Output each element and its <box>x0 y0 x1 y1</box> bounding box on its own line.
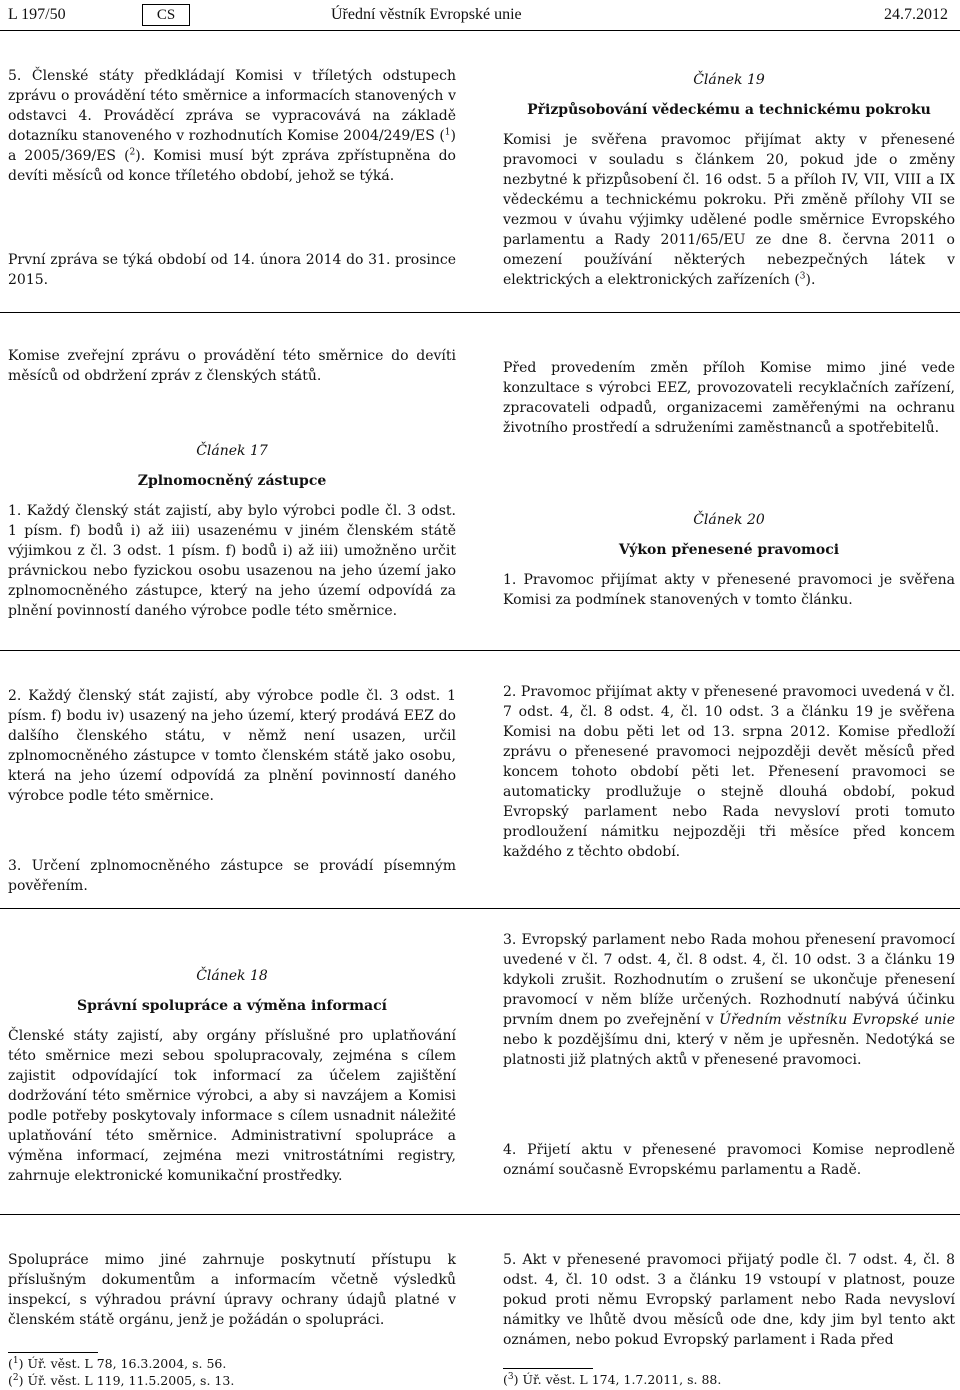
article-17-paragraph-1: 1. Každý členský stát zajistí, aby bylo výrobci podle čl. 3 odst. 1 písm. f) bodů i) až iii) usazenému v jiném členském státě výjimkou z čl. 3 odst. 1 písm. f) bodů i) až iii) umožněno určit právnickou nebo fyzickou osobu usazenou na jeho území jako zplnomocněného zástupce, který na jeho území odpovídá za plnění povinností daného výrobce podle této směrnice. <box>8 503 456 619</box>
article-20-paragraph-4: 4. Přijetí aktu v přenesené pravomoci Komise neprodleně oznámí současně Evropskému parlamentu a Radě. <box>503 1142 955 1178</box>
article-17-number: Článek 17 <box>196 443 268 459</box>
header-rule <box>0 30 960 31</box>
article-20-paragraph-3: 3. Evropský parlament nebo Rada mohou přenesení pravomocí uvedené v čl. 7 odst. 4, čl. 8 odst. 4, čl. 10 odst. 3 a článku 19 kdykoli zrušit. Rozhodnutím o zrušení se ukončuje přenesení pravomocí v něm blíže určených. Rozhodnutí nabývá účinku prvním dnem po zveřejnění v Úředním věstníku Evropské unie nebo k pozdějšímu dni, který v něm je upřesněn. Nedotýká se platnosti již platných aktů v přenesené pravomoci. <box>503 932 955 1068</box>
footnote-1: ($^1$) Úř. věst. L 78, 16.3.2004, s. 56. <box>8 1355 227 1371</box>
band-divider <box>0 908 960 909</box>
footnote-separator <box>8 1352 98 1353</box>
article-20-title: Výkon přenesené pravomoci <box>618 542 840 558</box>
article-19-title: Přizpůsobování vědeckému a technickému pokroku <box>527 102 931 118</box>
article-19-number: Článek 19 <box>693 72 765 88</box>
article-20-paragraph-2: 2. Pravomoc přijímat akty v přenesené pravomoci uvedená v čl. 7 odst. 4, čl. 8 odst. 4, čl. 10 odst. 3 a článku 19 je svěřena Komisi na dobu pěti let od 13. srpna 2012. Komise předloží zprávu o přenesené pravomoci nejpozději devět měsíců před koncem tohoto období pěti let. Přenesení pravomoci se automaticky prodlužuje o stejně dlouhá období, pokud Evropský parlament nebo Rada nevysloví proti tomuto prodloužení námitku nejpozději tři měsíce před koncem každého z těchto období. <box>503 684 955 860</box>
article-19: Článek 19 Přizpůsobování vědeckému a technickému pokroku Komisi je svěřena pravomoc přijímat akty v přenesené pravomoci v souladu s článkem 20, pokud jde o změny nezbytné k přizpůsobení čl. 16 odst. 5 a příloh IV, VII, VIII a IX vědeckému a technickému pokroku. Při změně přílohy VII se vezmou v úvahu výjimky udělené podle směrnice Evropského parlamentu a Rady 2011/65/EU ze dne 8. června 2011 o omezení používání některých nebezpečných látek v elektrických a elektronických zařízeních ($^3$). <box>503 72 955 288</box>
footnote-ref-2: 2 <box>129 147 136 158</box>
page-header <box>8 4 952 30</box>
article-20-number: Článek 20 <box>693 512 765 528</box>
article-17-title: Zplnomocněný zástupce <box>137 473 327 489</box>
footnotes-left <box>8 1355 448 1389</box>
article-17-paragraph-2: 2. Každý členský stát zajistí, aby výrobce podle čl. 3 odst. 1 písm. f) bodu iv) usazený na jeho území, který prodává EEZ do dalšího členského státu, v němž není usazen, určil zplnomocněného zástupce v tomto členském státě jako osobu, která na jeho území odpovídá za plnění povinností daného výrobce podle této směrnice. 3. Určení zplnomocněného zástupce se provádí písemným pověřením. <box>8 688 456 894</box>
article-18 <box>8 966 456 1186</box>
journal-page-number: L 197/50 <box>8 6 66 23</box>
consultation-paragraph: Před provedením změn příloh Komise mimo jiné vede konzultace s výrobci EEZ, provozovateli recyklačních zařízení, zpracovateli odpadů, organizacemi zaměřenými na ochranu životního prostředí a sdruženími zaměstnanců a spotřebitelů. <box>503 360 955 436</box>
article-17-paragraph-3: 3. Určení zplnomocněného zástupce se provádí písemným pověřením. <box>8 858 456 894</box>
footnotes-right <box>503 1371 943 1388</box>
band-divider <box>0 312 960 313</box>
article-20-paragraph-1: 1. Pravomoc přijímat akty v přenesené pravomoci je svěřena Komisi za podmínek stanovených v tomto článku. <box>503 572 955 608</box>
article-17 <box>8 441 456 621</box>
first-report-period: První zpráva se týká období od 14. února 2014 do 31. prosince 2015. <box>8 252 456 288</box>
footnote-3: ($^3$) Úř. věst. L 174, 1.7.2011, s. 88. <box>503 1371 722 1387</box>
footnote-ref-1: 1 <box>444 127 451 138</box>
journal-date: 24.7.2012 <box>884 6 948 23</box>
footnote-separator <box>503 1368 593 1369</box>
language-badge: CS <box>142 4 190 26</box>
journal-title: Úřední věstník Evropské unie <box>331 6 522 23</box>
article-18-number: Článek 18 <box>196 968 268 984</box>
article-18-paragraph: Členské státy zajistí, aby orgány příslušné pro uplatňování této směrnice mezi sebou spolupracovaly, zejména s cílem zajistit odpovídající tok informací za účelem zajištění dodržování této směrnice výrobci, a aby si navzájem a Komisi podle potřeby poskytovaly informace s cílem usnadnit náležité uplatňování této směrnice. Administrativní spolupráce a výměna informací, zejména mezi vnitrostátními registry, zahrnuje elektronické komunikační prostředky. <box>8 1028 456 1184</box>
article-18-title: Správní spolupráce a výměna informací <box>77 998 387 1014</box>
article-20 <box>503 510 955 610</box>
band-divider <box>0 650 960 651</box>
band-divider <box>0 1214 960 1215</box>
paragraph-5-reports: 5. Členské státy předkládají Komisi v tříletých odstupech zprávu o provádění této směrnice a informacích stanovených v odstavci 4. Prováděcí zpráva se vypracovává na základě dotazníku stanoveného v rozhodnutích Komise 2004/249/ES ($^1$) a 2005/369/ES ($^2$). Komisi musí být zpráva zpřístupněna do devíti měsíců od konce tříletého období, jehož se týká. <box>8 68 456 184</box>
journal-name-italic: Úředním věstníku Evropské unie <box>719 1012 955 1028</box>
footnote-2: ($^2$) Úř. věst. L 119, 11.5.2005, s. 13. <box>8 1372 235 1388</box>
cooperation-paragraph: Spolupráce mimo jiné zahrnuje poskytnutí přístupu k příslušným dokumentům a informacím včetně výsledků inspekcí, s výhradou právní úpravy ochrany údajů platné v členském státě orgánu, jenž je požádán o spolupráci. <box>8 1252 456 1328</box>
article-20-paragraph-5: 5. Akt v přenesené pravomoci přijatý podle čl. 7 odst. 4, čl. 8 odst. 4, čl. 10 odst. 3 a článku 19 vstoupí v platnost, pouze pokud proti němu Evropský parlament nebo Rada nevysloví námitky ve lhůtě dvou měsíců ode dne, kdy jim byl tento akt oznámen, nebo pokud Evropský parlament i Rada před <box>503 1252 955 1348</box>
report-publication-paragraph: Komise zveřejní zprávu o provádění této směrnice do devíti měsíců od obdržení zpráv z členských států. <box>8 348 456 384</box>
footnote-ref-3: 3 <box>799 271 806 282</box>
